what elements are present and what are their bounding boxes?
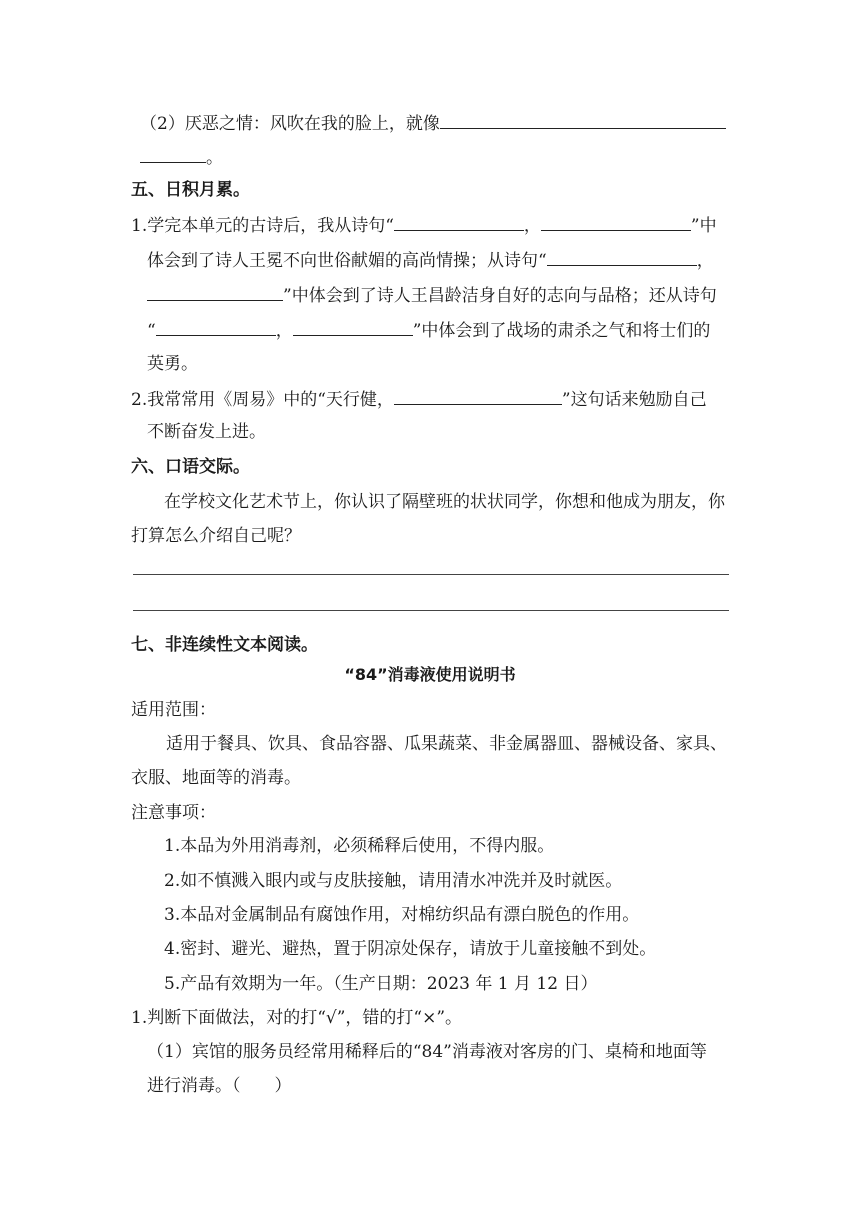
- note-item: 5.产品有效期为一年。（生产日期：2023 年 1 月 12 日）: [164, 974, 598, 994]
- answer-blank[interactable]: [293, 317, 413, 336]
- note-item: 3.本品对金属制品有腐蚀作用，对棉纺织品有漂白脱色的作用。: [164, 905, 640, 925]
- s5-q1-text: ”中: [690, 216, 717, 236]
- s5-heading: 五、日积月累。: [131, 180, 250, 200]
- note-item: 2.如不慎溅入眼内或与皮肤接触，请用清水冲洗并及时就医。: [164, 871, 623, 891]
- s5-q1-text: 体会到了诗人王冕不向世俗献媚的高尚情操；从诗句“: [147, 251, 547, 271]
- s7-heading: 七、非连续性文本阅读。: [131, 635, 318, 655]
- s4-item2-text: （2）厌恶之情：风吹在我的脸上，就像: [140, 114, 440, 134]
- answer-blank[interactable]: [147, 282, 283, 301]
- s5-q1-text: ”中体会到了战场的肃杀之气和将士们的: [412, 321, 711, 341]
- quote-mark: “: [147, 321, 156, 341]
- s6-heading: 六、口语交际。: [131, 457, 250, 477]
- s6-prompt-line2: 打算怎么介绍自己呢？: [131, 526, 301, 546]
- answer-blank[interactable]: [156, 317, 276, 336]
- leaflet-title: “84”消毒液使用说明书: [344, 665, 516, 684]
- comma: ，: [275, 321, 293, 341]
- s5-q1-line2: [147, 247, 714, 273]
- s6-prompt-line1: 在学校文化艺术节上，你认识了隔壁班的状状同学，你想和他成为朋友，你: [164, 492, 725, 512]
- answer-line[interactable]: [133, 574, 729, 575]
- answer-line[interactable]: [133, 610, 729, 611]
- s7-q1-1-line1: （1）宾馆的服务员经常用稀释后的“84”消毒液对客房的门、桌椅和地面等: [147, 1042, 707, 1062]
- s4-item2-line1: [140, 110, 726, 136]
- period: 。: [206, 148, 223, 168]
- scope-line2: 衣服、地面等的消毒。: [131, 768, 301, 788]
- scope-line1: 适用于餐具、饮具、食品容器、瓜果蔬菜、非金属器皿、器械设备、家具、: [166, 734, 727, 754]
- s5-q2-line2: 不断奋发上进。: [147, 422, 266, 442]
- answer-blank[interactable]: [547, 247, 697, 266]
- comma: ，: [696, 251, 714, 271]
- s5-q1-text: 1.学完本单元的古诗后，我从诗句“: [131, 216, 394, 236]
- s5-q2-line1: [131, 386, 707, 412]
- scope-label: 适用范围：: [131, 700, 216, 720]
- s5-q1-line1: [131, 212, 717, 238]
- answer-blank[interactable]: [440, 110, 726, 129]
- note-item: 4.密封、避光、避热，置于阴凉处保存，请放于儿童接触不到处。: [164, 939, 657, 959]
- s5-q1-text: ”中体会到了诗人王昌龄洁身自好的志向与品格；还从诗句: [283, 286, 717, 306]
- notes-label: 注意事项：: [131, 803, 216, 823]
- answer-blank[interactable]: [140, 144, 206, 163]
- s7-q1: 1.判断下面做法，对的打“√”，错的打“×”。: [131, 1008, 463, 1028]
- s5-q2-text: 2.我常常用《周易》中的“天行健，: [131, 390, 394, 410]
- s5-q2-text: ”这句话来勉励自己: [561, 390, 707, 410]
- note-item: 1.本品为外用消毒剂，必须稀释后使用，不得内服。: [164, 836, 555, 856]
- s4-item2-line2: [140, 144, 223, 170]
- s5-q1-line4: [147, 317, 710, 343]
- answer-blank[interactable]: [394, 212, 524, 231]
- comma: ，: [523, 216, 541, 236]
- s5-q1-line5: 英勇。: [147, 354, 198, 374]
- answer-blank[interactable]: [394, 386, 562, 405]
- s5-q1-line3: [147, 282, 717, 308]
- answer-blank[interactable]: [541, 212, 691, 231]
- s7-q1-1-line2[interactable]: 进行消毒。（ ）: [147, 1076, 292, 1096]
